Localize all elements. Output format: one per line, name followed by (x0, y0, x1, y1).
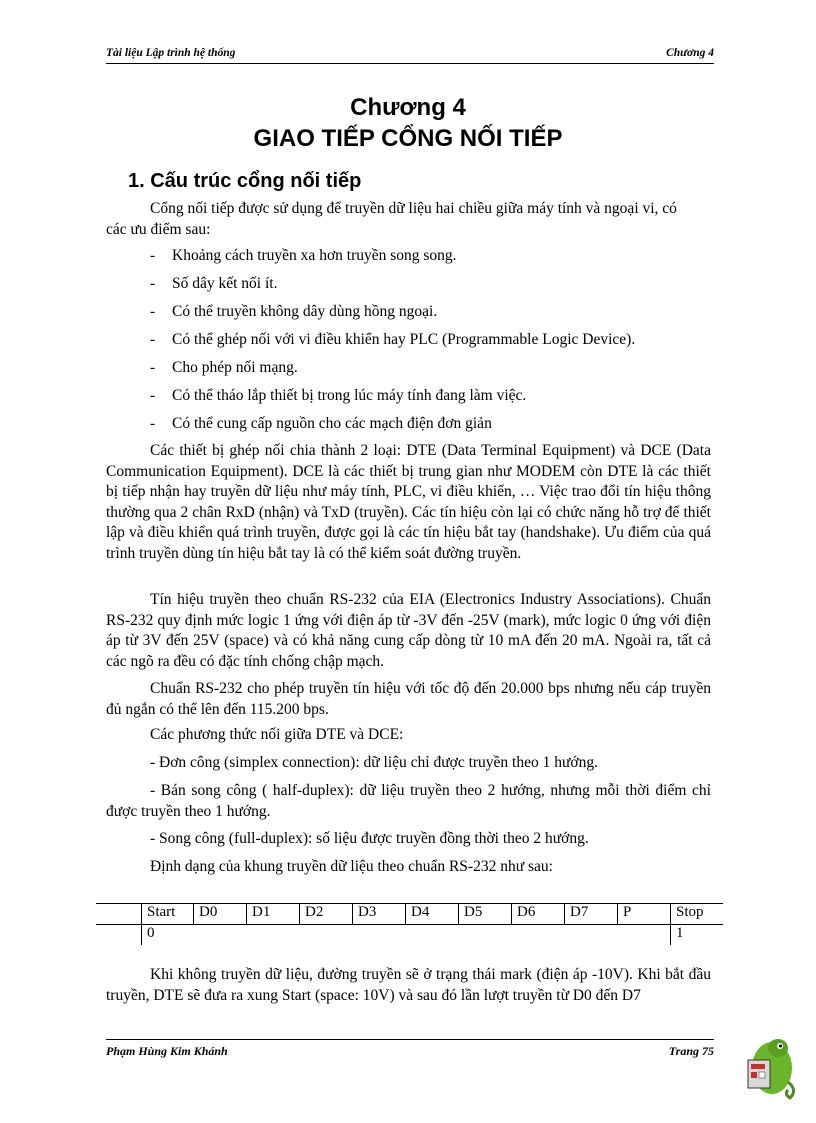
list-item: - Cho phép nối mạng. (150, 359, 298, 376)
devices-paragraph: Các thiết bị ghép nối chia thành 2 loại: DTE (Data Terminal Equipment) và DCE (Data Communication Equipment). DCE là các thiết bị trung gian như MODEM còn DTE là các thiết bị tiếp nhận hay truyền dữ liệu như máy tính, PLC, vi điều khiển, … Việc trao đổi tín hiệu thông thường qua 2 chân RxD (nhận) và TxD (truyền). Các tín hiệu còn lại có chức năng hỗ trợ để thiết lập và điều khiển quá trình truyền, được gọi là các tín hiệu bắt tay (handshake). Ưu điểm của quá trình truyền dùng tín hiệu bắt tay là có thể kiểm soát đường truyền. (106, 442, 711, 562)
frame-cell: P (618, 904, 671, 925)
list-item: - Số dây kết nối ít. (150, 275, 278, 292)
header-doc-title: Tài liệu Lập trình hệ thống (106, 47, 236, 59)
intro-line-1: Cổng nối tiếp được sử dụng để truyền dữ liệu hai chiều giữa máy tính và ngoại vi, có (150, 200, 677, 217)
header-chapter: Chương 4 (666, 47, 714, 59)
intro-paragraph (106, 199, 711, 240)
intro-line-2: các ưu điểm sau: (106, 220, 211, 238)
idle-paragraph: Khi không truyền dữ liệu, đường truyền sẽ ở trạng thái mark (điện áp -10V). Khi bắt đầu truyền, DTE sẽ đưa ra xung Start (space: 10V) và sau đó lần lượt truyền từ D0 đến D7 (106, 966, 711, 1004)
page-header (106, 47, 714, 64)
frame-cell: D4 (406, 904, 459, 925)
frame-cell: D5 (459, 904, 512, 925)
rs232-frame-table (96, 903, 723, 945)
section-title: 1. Cấu trúc cổng nối tiếp (128, 170, 362, 192)
frame-cell: Stop (671, 904, 724, 925)
frame-leading-line (96, 904, 142, 925)
frame-bits-row (96, 904, 723, 925)
chapter-number: Chương 4 (350, 94, 466, 121)
frame-levels-row (96, 925, 723, 946)
mode-simplex: - Đơn công (simplex connection): dữ liệu chỉ được truyền theo 1 hướng. (150, 754, 598, 771)
frame-cell: Start (142, 904, 194, 925)
list-item: - Khoảng cách truyền xa hơn truyền song song. (150, 247, 457, 264)
footer-author: Phạm Hùng Kim Khánh (106, 1044, 228, 1058)
rs232-paragraph: Tín hiệu truyền theo chuẩn RS-232 của EIA (Electronics Industry Associations). Chuẩn RS-232 quy định mức logic 1 ứng với điện áp từ -3V đến -25V (mark), mức logic 0 ứng với điện áp từ 3V đến 25V (space) và có khả năng cung cấp dòng từ 10 mA đến 20 mA. Ngoài ra, tất cả các ngõ ra đều có đặc tính chống chập mạch. (106, 591, 711, 670)
stop-level: 1 (671, 925, 724, 946)
methods-paragraph: Các phương thức nối giữa DTE và DCE: (150, 726, 404, 743)
frame-cell: D1 (247, 904, 300, 925)
frame-cell: D3 (353, 904, 406, 925)
list-item: - Có thể ghép nối với vi điều khiển hay PLC (Programmable Logic Device). (150, 331, 636, 348)
chapter-heading (0, 93, 816, 155)
page-footer (106, 1039, 714, 1059)
chapter-title: GIAO TIẾP CỔNG NỐI TIẾP (253, 125, 563, 152)
mode-half-duplex: - Bán song công ( half-duplex): dữ liệu truyền theo 2 hướng, nhưng mỗi thời điểm chỉ được truyền theo 1 hướng. (106, 782, 711, 820)
mode-full-duplex: - Song công (full-duplex): số liệu được truyền đồng thời theo 2 hướng. (150, 830, 589, 847)
list-item: - Có thể cung cấp nguồn cho các mạch điện đơn giản (150, 415, 492, 432)
frame-cell: D0 (194, 904, 247, 925)
list-item: - Có thể truyền không dây dùng hồng ngoại. (150, 303, 438, 320)
footer-page-number: Trang 75 (668, 1044, 714, 1058)
list-item: - Có thể tháo lắp thiết bị trong lúc máy tính đang làm việc. (150, 387, 527, 404)
frame-cell: D7 (565, 904, 618, 925)
format-paragraph: Định dạng của khung truyền dữ liệu theo chuẩn RS-232 như sau: (150, 858, 553, 875)
start-level: 0 (142, 925, 194, 946)
frame-cell: D2 (300, 904, 353, 925)
chameleon-logo-icon (738, 1032, 800, 1102)
frame-cell: D6 (512, 904, 565, 925)
speed-paragraph: Chuẩn RS-232 cho phép truyền tín hiệu với tốc độ đến 20.000 bps nhưng nếu cáp truyền đủ ngắn có thể lên đến 115.200 bps. (106, 680, 711, 718)
